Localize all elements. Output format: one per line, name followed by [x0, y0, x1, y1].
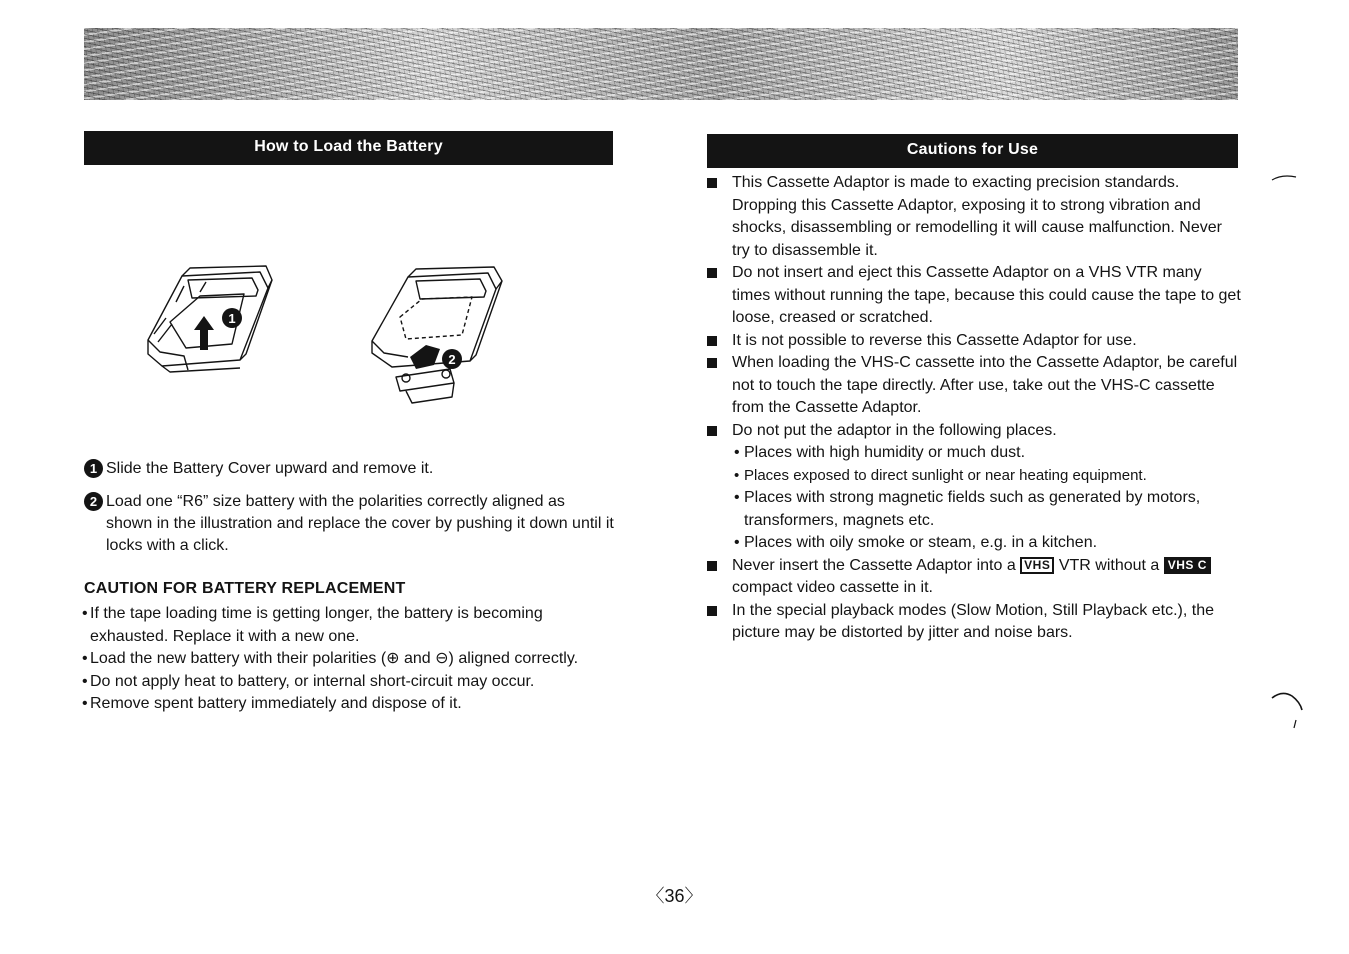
step-number-badge: 1: [84, 459, 103, 478]
vhs-logo-icon: VHS: [1020, 557, 1054, 574]
illustration-marker-2: 2: [448, 352, 456, 367]
square-bullet-icon: [707, 426, 717, 436]
list-item: It is not possible to reverse this Cassette Adaptor for use.: [707, 330, 1242, 353]
list-item: Do not put the adaptor in the following places. • Places with high humidity or much dust. • Places exposed to direct sunlight or near heating equipment. • Places with strong magnetic fields such as generated by motors, transformers, magnets etc. • Places with oily smoke or steam, e.g. in a kitchen.: [707, 420, 1242, 555]
list-item: Do not insert and eject this Cassette Adaptor on a VHS VTR many times without running the tape, because this could cause the tape to get loose, creased or scratched.: [707, 262, 1242, 330]
battery-cover-removal-illustration: [140, 262, 275, 377]
list-item: In the special playback modes (Slow Motion, Still Playback etc.), the picture may be distorted by jitter and noise bars.: [707, 600, 1242, 645]
battery-insertion-illustration: [366, 265, 506, 415]
list-item: • Places with strong magnetic fields such as generated by motors, transformers, magnets etc.: [732, 487, 1242, 532]
vhs-c-logo-icon: VHS C: [1164, 557, 1211, 574]
list-item: Never insert the Cassette Adaptor into a VHS VTR without a VHS C compact video cassette in it.: [707, 555, 1242, 600]
step-1: [84, 458, 614, 480]
step-text: Slide the Battery Cover upward and remove it.: [106, 460, 434, 477]
square-bullet-icon: [707, 358, 717, 368]
page-number: 〈36〉: [646, 886, 703, 906]
list-item: • Load the new battery with their polarities (⊕ and ⊖) aligned correctly.: [84, 648, 614, 671]
list-item: • If the tape loading time is getting longer, the battery is becoming exhausted. Replace it with a new one.: [84, 603, 614, 648]
list-item: • Remove spent battery immediately and dispose of it.: [84, 693, 614, 716]
list-item: • Places with oily smoke or steam, e.g. in a kitchen.: [732, 532, 1242, 555]
square-bullet-icon: [707, 268, 717, 278]
illustration-marker-1: 1: [228, 311, 236, 326]
scan-mark: [1270, 172, 1300, 184]
list-item: • Places with high humidity or much dust.: [732, 442, 1242, 465]
scan-mark: [1268, 688, 1308, 733]
cautions-section-heading: Cautions for Use: [707, 134, 1238, 168]
cautions-list: [707, 172, 1242, 645]
battery-caution-list: [84, 603, 614, 716]
list-item: • Do not apply heat to battery, or internal short-circuit may occur.: [84, 671, 614, 694]
step-2: [84, 491, 614, 557]
list-item: This Cassette Adaptor is made to exacting precision standards. Dropping this Cassette Adaptor, exposing it to strong vibration and shocks, disassembling or remodelling it will cause malfunction. Never try to disassemble it.: [707, 172, 1242, 262]
square-bullet-icon: [707, 178, 717, 188]
battery-caution-title: CAUTION FOR BATTERY REPLACEMENT: [84, 580, 406, 597]
places-sublist: [732, 442, 1242, 555]
step-number-badge: 2: [84, 492, 103, 511]
list-item: • Places exposed to direct sunlight or near heating equipment.: [732, 465, 1242, 488]
header-banner: [84, 28, 1238, 100]
square-bullet-icon: [707, 561, 717, 571]
step-text: Load one “R6” size battery with the polarities correctly aligned as shown in the illustration and replace the cover by pushing it down until it locks with a click.: [106, 493, 614, 554]
square-bullet-icon: [707, 336, 717, 346]
list-item: When loading the VHS-C cassette into the Cassette Adaptor, be careful not to touch the tape directly. After use, take out the VHS-C cassette from the Cassette Adaptor.: [707, 352, 1242, 420]
battery-section-heading: How to Load the Battery: [84, 131, 613, 165]
up-arrow-icon: [194, 316, 214, 350]
square-bullet-icon: [707, 606, 717, 616]
